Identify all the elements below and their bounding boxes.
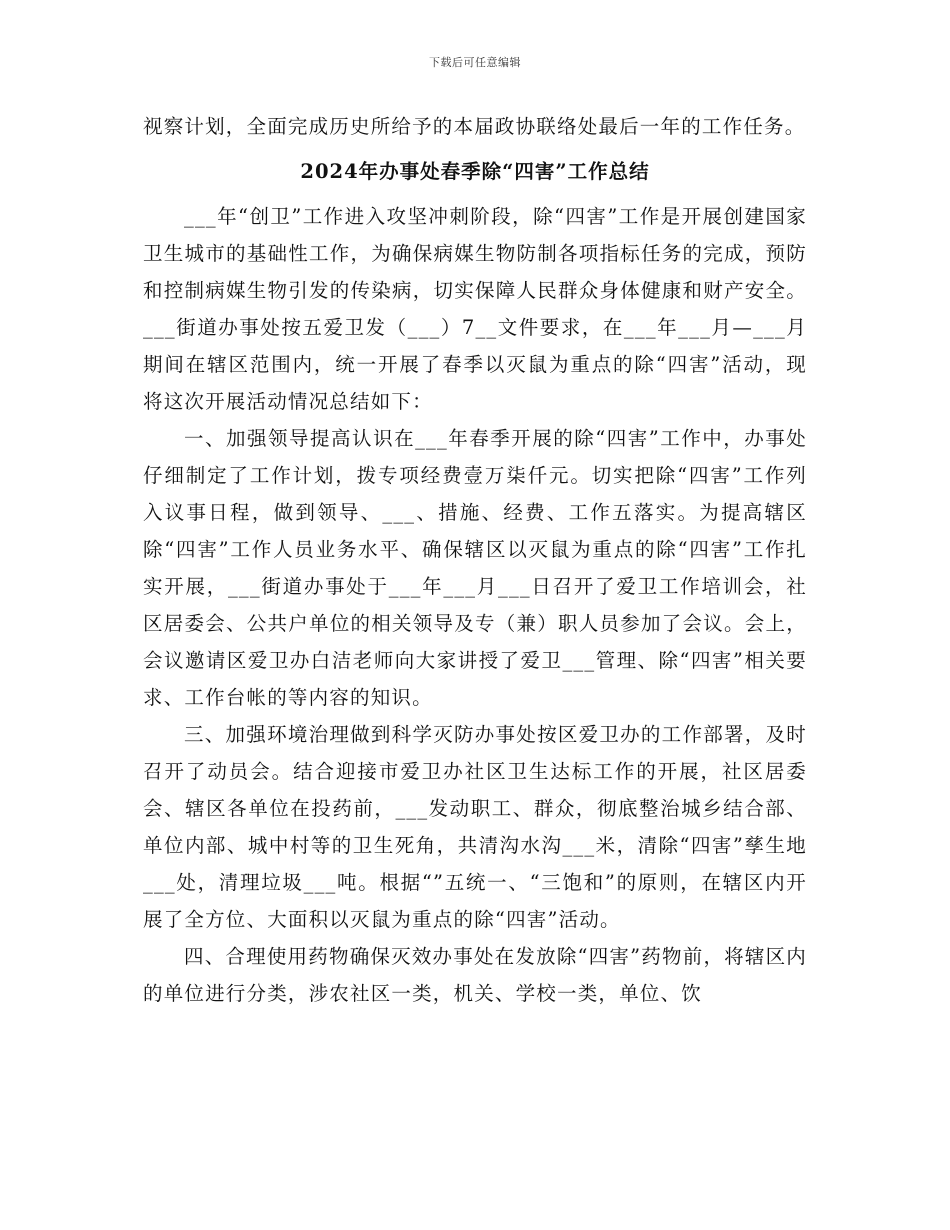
header-note: 下载后可任意编辑 <box>429 56 521 69</box>
paragraph: 四、合理使用药物确保灭效办事处在发放除“四害”药物前，将辖区内的单位进行分类，涉农社区一类，机关、学校一类，单位、饮 <box>143 945 807 1005</box>
document-title: 2024年办事处春季除“四害”工作总结 <box>300 160 650 183</box>
paragraph: ___年“创卫”工作进入攻坚冲刺阶段，除“四害”工作是开展创建国家卫生城市的基础性工作，为确保病媒生物防制各项指标任务的完成，预防和控制病媒生物引发的传染病，切实保障人民群众身体健康和财产安全。___街道办事处按五爱卫发（___）7__文件要求，在___年___月—___月期间在辖区范围内，统一开展了春季以灭鼠为重点的除“四害”活动，现将这次开展活动情况总结如下： <box>143 205 807 413</box>
document-body <box>143 108 807 1012</box>
paragraph: 三、加强环境治理做到科学灭防办事处按区爱卫办的工作部署，及时召开了动员会。结合迎接市爱卫办社区卫生达标工作的开展，社区居委会、辖区各单位在投药前，___发动职工、群众，彻底整治城乡结合部、单位内部、城中村等的卫生死角，共清沟水沟___米，清除“四害”孳生地___处，清理垃圾___吨。根据“”五统一、“三饱和”的原则，在辖区内开展了全方位、大面积以灭鼠为重点的除“四害”活动。 <box>143 723 807 931</box>
continuation-paragraph: 视察计划，全面完成历史所给予的本届政协联络处最后一年的工作任务。 <box>143 115 806 138</box>
paragraph: 一、加强领导提高认识在___年春季开展的除“四害”工作中，办事处仔细制定了工作计划，拨专项经费壹万柒仟元。切实把除“四害”工作列入议事日程，做到领导、___、措施、经费、工作五落实。为提高辖区除“四害”工作人员业务水平、确保辖区以灭鼠为重点的除“四害”工作扎实开展，___街道办事处于___年___月___日召开了爱卫工作培训会，社区居委会、公共户单位的相关领导及专（兼）职人员参加了会议。会上，会议邀请区爱卫办白洁老师向大家讲授了爱卫___管理、除“四害”相关要求、工作台帐的等内容的知识。 <box>143 427 807 709</box>
